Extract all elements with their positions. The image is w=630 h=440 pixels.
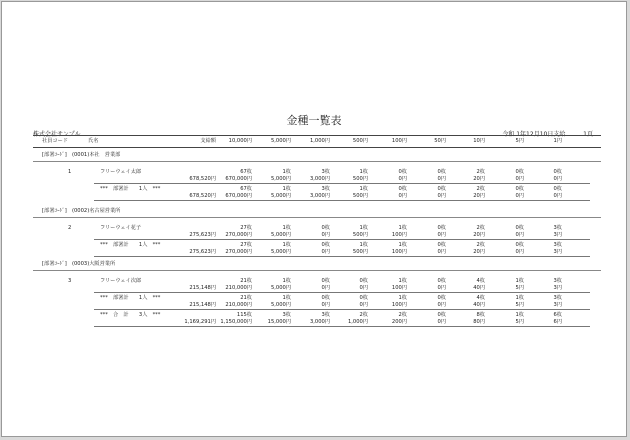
denomination-amount: 500円 [352,176,368,182]
header-denomination: 100円 [391,138,407,144]
department-label: [部署ｺｰﾄﾞ] (0003)大阪営業所 [42,261,116,267]
denomination-amount: 100円 [391,302,407,308]
denomination-amount: 3円 [553,232,562,238]
denomination-amount: 0円 [437,302,446,308]
denomination-amount: 0円 [321,302,330,308]
denomination-count: 1枚 [359,242,368,248]
employee-code: 1 [68,169,72,175]
denomination-amount: 500円 [352,249,368,255]
payment-amount: 1,169,291円 [184,319,216,325]
header-employee-code: 社員コード [42,138,68,144]
header-denomination: 500円 [352,138,368,144]
denomination-count: 2枚 [476,225,485,231]
denomination-count: 3枚 [553,278,562,284]
payment-amount: 275,623円 [189,232,216,238]
department-label: [部署ｺｰﾄﾞ] (0002)名古屋営業所 [42,208,121,214]
page-number: 1頁 [583,131,593,138]
department-rule [33,161,601,162]
denomination-amount: 0円 [515,176,524,182]
denomination-amount: 0円 [398,176,407,182]
denomination-amount: 200円 [391,319,407,325]
denomination-amount: 0円 [515,193,524,199]
denomination-count: 1枚 [282,225,291,231]
denomination-count: 1枚 [282,242,291,248]
denomination-count: 1枚 [398,242,407,248]
denomination-count: 4枚 [476,278,485,284]
header-denomination: 5円 [515,138,524,144]
denomination-count: 2枚 [398,312,407,318]
denomination-count: 1枚 [398,278,407,284]
denomination-count: 2枚 [476,186,485,192]
payment-amount: 678,520円 [189,176,216,182]
denomination-amount: 0円 [321,232,330,238]
denomination-amount: 0円 [553,176,562,182]
denomination-amount: 3円 [553,249,562,255]
denomination-amount: 5,000円 [270,285,291,291]
denomination-count: 21枚 [240,295,252,301]
subtotal-rule [94,309,590,310]
denomination-amount: 0円 [359,285,368,291]
employee-name: フリーウェイ花子 [100,225,142,231]
employee-rule [94,183,590,184]
denomination-count: 0枚 [437,242,446,248]
denomination-amount: 100円 [391,232,407,238]
denomination-count: 2枚 [476,169,485,175]
denomination-amount: 670,000円 [225,193,252,199]
denomination-count: 1枚 [398,295,407,301]
department-label: [部署ｺｰﾄﾞ] (0001)本社 営業部 [42,152,121,158]
denomination-amount: 210,000円 [225,285,252,291]
report-page [1,1,627,437]
denomination-amount: 3,000円 [309,176,330,182]
denomination-count: 0枚 [321,278,330,284]
denomination-amount: 0円 [398,193,407,199]
denomination-amount: 0円 [437,319,446,325]
denomination-count: 2枚 [476,242,485,248]
department-rule [33,217,601,218]
employee-rule [94,292,590,293]
denomination-count: 0枚 [359,278,368,284]
subtotal-label: *** 部署計 1人 *** [100,242,161,248]
denomination-amount: 3,000円 [309,319,330,325]
denomination-amount: 40円 [473,285,485,291]
denomination-count: 0枚 [321,225,330,231]
denomination-count: 2枚 [359,312,368,318]
denomination-amount: 0円 [321,285,330,291]
employee-code: 2 [68,225,72,231]
denomination-count: 0枚 [515,242,524,248]
denomination-count: 67枚 [240,186,252,192]
header-denomination: 5,000円 [270,138,291,144]
denomination-amount: 20円 [473,232,485,238]
denomination-count: 1枚 [282,295,291,301]
denomination-count: 1枚 [515,278,524,284]
subtotal-rule [94,256,590,257]
header-denomination: 1,000円 [309,138,330,144]
denomination-amount: 5,000円 [270,302,291,308]
denomination-amount: 80円 [473,319,485,325]
denomination-amount: 0円 [437,176,446,182]
payment-date-and-page [502,129,593,138]
denomination-amount: 3円 [553,285,562,291]
denomination-count: 3枚 [282,312,291,318]
denomination-amount: 0円 [321,249,330,255]
denomination-count: 0枚 [437,295,446,301]
denomination-count: 3枚 [553,242,562,248]
denomination-amount: 500円 [352,232,368,238]
denomination-amount: 0円 [437,249,446,255]
subtotal-label: *** 部署計 1人 *** [100,295,161,301]
payment-amount: 215,148円 [189,285,216,291]
denomination-count: 0枚 [359,295,368,301]
denomination-count: 21枚 [240,278,252,284]
denomination-count: 0枚 [398,169,407,175]
denomination-count: 1枚 [398,225,407,231]
header-top-rule [33,135,601,136]
denomination-count: 0枚 [398,186,407,192]
subtotal-label: *** 合 計 3人 *** [100,312,161,318]
denomination-amount: 1,150,000円 [220,319,252,325]
denomination-count: 0枚 [553,186,562,192]
denomination-amount: 3,000円 [309,193,330,199]
denomination-count: 6枚 [553,312,562,318]
header-denomination: 50円 [434,138,446,144]
subtotal-label: *** 部署計 1人 *** [100,186,161,192]
employee-name: フリーウェイ次郎 [100,278,142,284]
header-amount: 支給額 [200,138,216,144]
denomination-amount: 100円 [391,285,407,291]
denomination-count: 1枚 [359,186,368,192]
denomination-amount: 20円 [473,193,485,199]
total-rule [94,326,590,327]
denomination-count: 0枚 [553,169,562,175]
header-bottom-rule [33,147,601,148]
denomination-count: 1枚 [359,225,368,231]
company-name: 株式会社サンプル [33,131,81,138]
denomination-amount: 5円 [515,285,524,291]
denomination-amount: 270,000円 [225,232,252,238]
denomination-count: 1枚 [282,186,291,192]
denomination-amount: 0円 [553,193,562,199]
denomination-amount: 0円 [515,232,524,238]
denomination-amount: 20円 [473,249,485,255]
denomination-amount: 0円 [515,249,524,255]
denomination-count: 0枚 [437,186,446,192]
employee-code: 3 [68,278,72,284]
denomination-count: 3枚 [321,312,330,318]
header-denomination: 10,000円 [228,138,252,144]
payment-amount: 678,520円 [189,193,216,199]
denomination-count: 115枚 [236,312,252,318]
payment-amount: 215,148円 [189,302,216,308]
denomination-amount: 270,000円 [225,249,252,255]
denomination-amount: 15,000円 [267,319,291,325]
denomination-count: 0枚 [437,225,446,231]
denomination-amount: 0円 [437,285,446,291]
header-name: 氏名 [88,138,99,144]
payment-date: 令和 1年12月10日支給 [502,131,566,138]
denomination-count: 0枚 [515,186,524,192]
denomination-amount: 40円 [473,302,485,308]
payment-amount: 275,623円 [189,249,216,255]
denomination-count: 27枚 [240,242,252,248]
denomination-count: 0枚 [515,169,524,175]
denomination-amount: 6円 [553,319,562,325]
denomination-amount: 5,000円 [270,176,291,182]
denomination-amount: 5,000円 [270,249,291,255]
denomination-count: 3枚 [553,225,562,231]
denomination-count: 67枚 [240,169,252,175]
denomination-count: 3枚 [321,169,330,175]
denomination-count: 0枚 [515,225,524,231]
denomination-count: 1枚 [515,295,524,301]
denomination-amount: 5,000円 [270,193,291,199]
denomination-count: 0枚 [321,295,330,301]
denomination-count: 0枚 [437,312,446,318]
denomination-count: 3枚 [553,295,562,301]
denomination-amount: 500円 [352,193,368,199]
employee-name: フリーウェイ太郎 [100,169,142,175]
denomination-count: 0枚 [321,242,330,248]
denomination-count: 0枚 [437,278,446,284]
department-rule [33,270,601,271]
employee-rule [94,239,590,240]
denomination-count: 27枚 [240,225,252,231]
header-denomination: 10円 [473,138,485,144]
denomination-amount: 100円 [391,249,407,255]
denomination-count: 1枚 [515,312,524,318]
denomination-amount: 1,000円 [347,319,368,325]
subtotal-rule [94,200,590,201]
denomination-amount: 210,000円 [225,302,252,308]
denomination-amount: 0円 [359,302,368,308]
denomination-amount: 5円 [515,302,524,308]
denomination-amount: 0円 [437,193,446,199]
denomination-count: 1枚 [282,169,291,175]
denomination-count: 8枚 [476,312,485,318]
denomination-count: 0枚 [437,169,446,175]
denomination-amount: 670,000円 [225,176,252,182]
header-denomination: 1円 [553,138,562,144]
denomination-amount: 3円 [553,302,562,308]
report-title: 金種一覧表 [286,114,342,127]
denomination-amount: 0円 [437,232,446,238]
denomination-count: 3枚 [321,186,330,192]
denomination-count: 4枚 [476,295,485,301]
denomination-amount: 20円 [473,176,485,182]
denomination-amount: 5,000円 [270,232,291,238]
denomination-amount: 5円 [515,319,524,325]
denomination-count: 1枚 [282,278,291,284]
denomination-count: 1枚 [359,169,368,175]
